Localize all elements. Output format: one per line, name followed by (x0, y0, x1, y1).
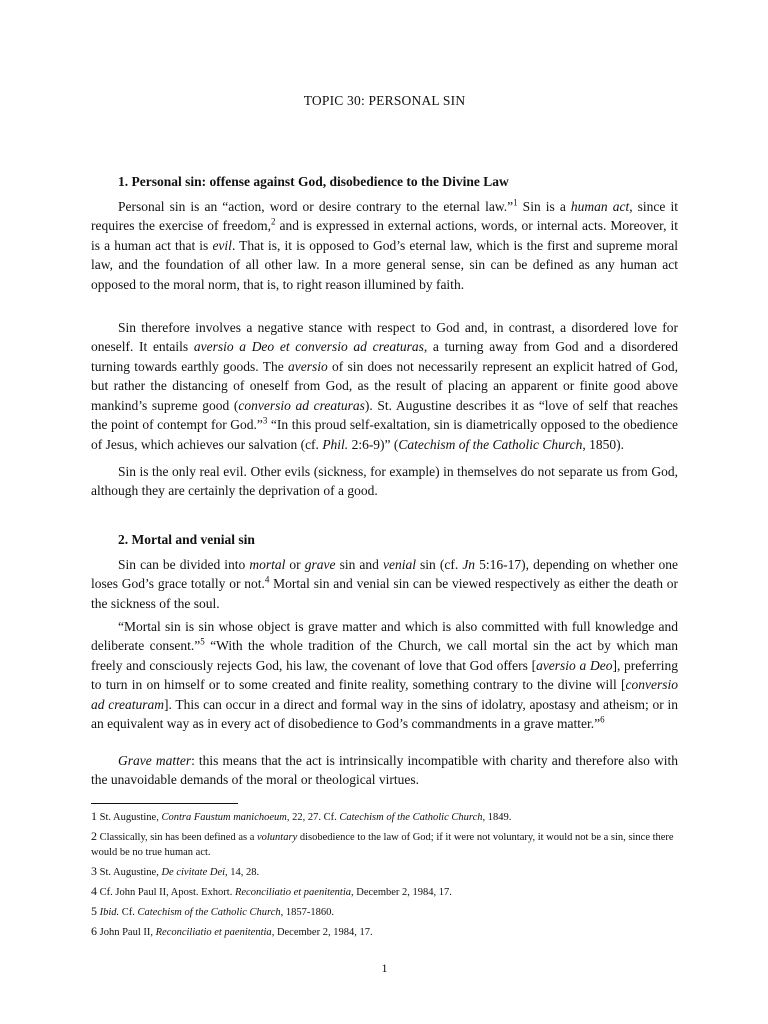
text-run-italic: Catechism of the Catholic Church (398, 436, 583, 452)
text-run-italic: Jn (462, 556, 476, 572)
paragraph-definition (91, 197, 678, 295)
footnote-number: 3 (91, 864, 97, 878)
text-run: sin and (335, 556, 383, 572)
text-run-italic: Phil. (322, 436, 349, 452)
text-run: : this means that the act is intrinsically incompatible with charity and therefore also with the unavoidable demands of the moral or theological virtues. (91, 752, 678, 787)
text-run: or (285, 556, 305, 572)
text-run-italic: conversio ad creaturas (238, 397, 365, 413)
footnote-ref: 5 (200, 636, 205, 647)
text-run: Cf. John Paul II, Apost. Exhort. (97, 887, 235, 898)
page-title: TOPIC 30: PERSONAL SIN (303, 93, 466, 108)
footnote (91, 809, 678, 825)
footnote-ref: 6 (600, 714, 605, 725)
text-run: 2:6-9)” ( (348, 436, 399, 452)
text-run-italic: Contra Faustum manichoeum (161, 812, 287, 823)
text-run-italic: aversio a Deo et conversio ad creaturas (193, 339, 424, 354)
text-run: , December 2, 1984, 17. (351, 887, 452, 898)
text-run: Sin can be divided into (118, 556, 250, 572)
paragraph-grave-matter (91, 751, 678, 790)
footnote-ref: 2 (270, 216, 276, 227)
text-run: disobedience to the law of God; if it were not voluntary, it would not be a sin, since there would be no true human act. (91, 832, 674, 858)
text-run: “Mortal sin is sin whose object is grave matter and which is also committed with full knowledge and deliberate consent.” (91, 618, 678, 653)
text-run-italic: Catechism of the Catholic Church (339, 812, 483, 823)
section-heading-personal-sin: 1. Personal sin: offense against God, disobedience to the Divine Law (118, 174, 509, 189)
footnote (91, 829, 678, 860)
footnote (91, 884, 678, 900)
text-run-italic: De civitate Dei (161, 867, 226, 878)
text-run-italic: Catechism of the Catholic Church (137, 907, 281, 918)
text-run: Personal sin is an “action, word or desire contrary to the eternal law.” (118, 198, 514, 214)
text-run: , a turning away from God and a disordered turning towards earthly goods. The (91, 339, 678, 374)
footnote (91, 904, 678, 920)
text-run: , 1857-1860. (280, 907, 335, 918)
text-run: of sin does not necessarily represent an explicit hatred of God, but rather the distancing of oneself from God, as the result of placing an apparent or finite good above mankind’s supreme good ( (91, 358, 678, 413)
text-run-italic: Grave matter (118, 752, 192, 768)
text-run: , since it requires the exercise of freedom, (91, 198, 678, 233)
text-run-italic: aversio a Deo (536, 657, 613, 673)
footnote-ref: 4 (264, 574, 270, 585)
text-run: St. Augustine, (97, 812, 162, 823)
text-run: Sin is a (517, 198, 571, 214)
footnote-number: 4 (91, 884, 97, 898)
text-run: ]. This can occur in a direct and formal way in the sins of idolatry, apostasy and atheism; or in an equivalent way as in every act of disobedience to God’s commandments in a grave matter.” (91, 696, 678, 731)
text-run: 5:16-17), depending on whether one loses God’s grace totally or not. (91, 556, 678, 591)
text-run-italic: Reconciliatio et paenitentia (155, 927, 272, 938)
text-run: and is expressed in external actions, words, or internal acts. Moreover, it is a human act that is (91, 218, 679, 253)
text-run: John Paul II, (97, 927, 156, 938)
footnote-number: 2 (91, 829, 97, 843)
paragraph-mortal-sin (91, 617, 678, 734)
text-run-italic: voluntary (256, 832, 298, 843)
text-run: , 1849. (482, 812, 512, 823)
text-run: , December 2, 1984, 17. (271, 927, 373, 938)
paragraph-division (91, 555, 678, 614)
text-run-italic: grave (304, 556, 336, 572)
text-run: St. Augustine, (97, 867, 162, 878)
text-run: Classically, sin has been defined as a (97, 832, 257, 843)
text-run: Sin therefore involves a negative stance with respect to God and, in contrast, a disordered love for oneself. It entails (91, 319, 678, 354)
footnote-ref: 3 (262, 415, 268, 426)
text-run: ], preferring to turn in on himself or to some created and finite reality, something contrary to the divine will [ (91, 657, 678, 692)
text-run: , 1850). (582, 436, 625, 452)
text-run-italic: mortal (249, 556, 286, 572)
text-run: “In this proud self-exaltation, sin is diametrically opposed to the obedience of Jesus, which achieves our salvation (cf. (91, 417, 679, 452)
text-run: sin (cf. (415, 556, 463, 572)
text-run: Sin is the only real evil. Other evils (sickness, for example) in themselves do not separate us from God, although they are certainly the deprivation of a good. (91, 463, 678, 498)
footnote-number: 1 (91, 809, 97, 823)
text-run-italic: human act (570, 198, 630, 214)
text-run-italic: Ibid. (99, 907, 120, 918)
footnote (91, 864, 678, 880)
text-run-italic: venial (382, 556, 416, 572)
text-run-italic: conversio ad creaturam (91, 677, 678, 712)
text-run-italic: aversio (287, 358, 328, 374)
text-run-italic: Reconciliatio et paenitentia (234, 887, 352, 898)
text-run: , 14, 28. (225, 867, 260, 878)
text-run: Cf. (119, 907, 138, 918)
text-run: “With the whole tradition of the Church, we call mortal sin the act by which man freely and consciously rejects God, his law, the covenant of love that God offers [ (91, 638, 678, 673)
section-heading-mortal-venial: 2. Mortal and venial sin (118, 532, 255, 547)
text-run-italic: evil (212, 237, 232, 253)
footnote (91, 924, 678, 940)
page-number: 1 (381, 961, 388, 975)
footnote-number: 6 (91, 924, 97, 938)
text-run: . That is, it is opposed to God’s eternal law, which is the first and supreme moral law, and the foundation of all other law. In a more general sense, sin can be defined as any human act opposed to the moral norm, that is, to right reason illumined by faith. (91, 237, 678, 292)
paragraph-negative-stance (91, 318, 678, 455)
text-run: , 22, 27. Cf. (286, 812, 340, 823)
footnote-ref: 1 (513, 197, 518, 207)
paragraph-only-real-evil (91, 462, 678, 501)
text-run: Mortal sin and venial sin can be viewed respectively as either the death or the sickness of the soul. (91, 576, 679, 611)
footnotes (91, 809, 678, 944)
footnote-number: 5 (91, 904, 97, 918)
footnote-divider (91, 803, 238, 804)
text-run: ). St. Augustine describes it as “love of self that reaches the point of contempt for God.” (91, 397, 678, 432)
